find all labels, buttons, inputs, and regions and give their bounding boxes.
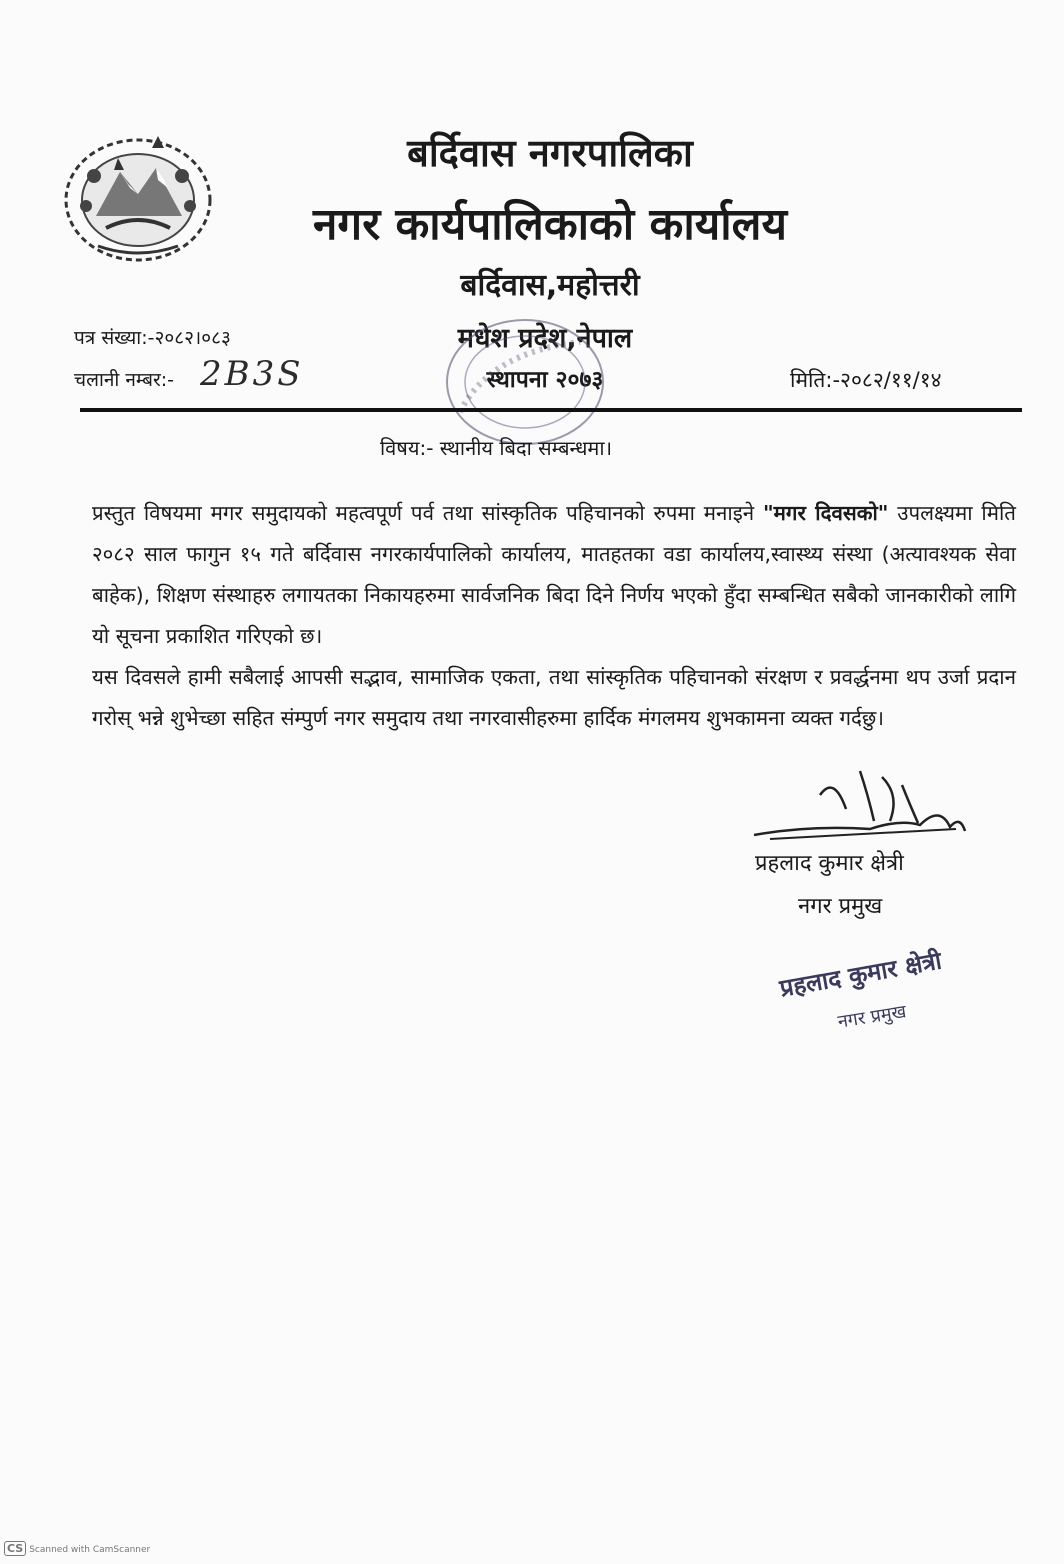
letter-body (92, 493, 1016, 739)
name-stamp-title: नगर प्रमुख (836, 1001, 908, 1033)
letter-date: मिति:-२०८२/११/१४ (790, 368, 942, 392)
established-year: स्थापना २०७३ (486, 367, 604, 393)
body-paragraph-1-highlight: "मगर दिवसको" (762, 501, 889, 525)
municipality-name: बर्दिवास नगरपालिका (407, 131, 693, 175)
camscanner-logo-icon: CS (4, 1541, 26, 1556)
watermark-text: Scanned with CamScanner (29, 1545, 151, 1555)
body-paragraph-1 (92, 493, 1016, 657)
scanner-watermark (4, 1541, 150, 1556)
office-location: बर्दिवास,महोत्तरी (460, 268, 640, 303)
body-paragraph-1-end: उपलक्ष्यमा मिति २०८२ साल फागुन १५ गते बर्दिवास नगरकार्यपालिको कार्यालय, मातहतका वडा कार्यालय,स्वास्थ्य संस्था (अत्यावश्यक सेवा बाहेक), शिक्षण संस्थाहरु लगायतका निकायहरुमा सार्वजनिक बिदा दिने निर्णय भएको हुँदा सम्बन्धित सबैको जानकारीको लागि यो सूचना प्रकाशित गरिएको छ। (92, 501, 1016, 648)
letter-number: पत्र संख्या:-२०८२।०८३ (74, 327, 231, 349)
header-divider (80, 408, 1022, 412)
dispatch-number-handwritten: 2B3S (200, 354, 304, 394)
signatory-name: प्रहलाद कुमार क्षेत्री (755, 851, 904, 876)
province-country: मधेश प्रदेश,नेपाल (457, 323, 633, 354)
name-stamp-name: प्रहलाद कुमार क्षेत्री (777, 946, 944, 1003)
office-name: नगर कार्यपालिकाको कार्यालय (313, 199, 787, 250)
handwritten-signature (750, 765, 980, 845)
signatory-title: नगर प्रमुख (798, 894, 883, 919)
nepal-emblem-icon (58, 128, 218, 268)
body-paragraph-2: यस दिवसले हामी सबैलाई आपसी सद्भाव, सामाजिक एकता, तथा सांस्कृतिक पहिचानको संरक्षण र प्रवर्द्धनमा थप उर्जा प्रदान गरोस् भन्ने शुभेच्छा सहित संम्पुर्ण नगर समुदाय तथा नगरवासीहरुमा हार्दिक मंगलमय शुभकामना व्यक्त गर्दछु। (92, 665, 1016, 730)
body-paragraph-1-start: प्रस्तुत विषयमा मगर समुदायको महत्वपूर्ण पर्व तथा सांस्कृतिक पहिचानको रुपमा मनाइने (92, 501, 763, 525)
letter-subject: विषय:- स्थानीय बिदा सम्बन्धमा। (380, 436, 613, 460)
dispatch-label: चलानी नम्बर:- (74, 369, 174, 391)
